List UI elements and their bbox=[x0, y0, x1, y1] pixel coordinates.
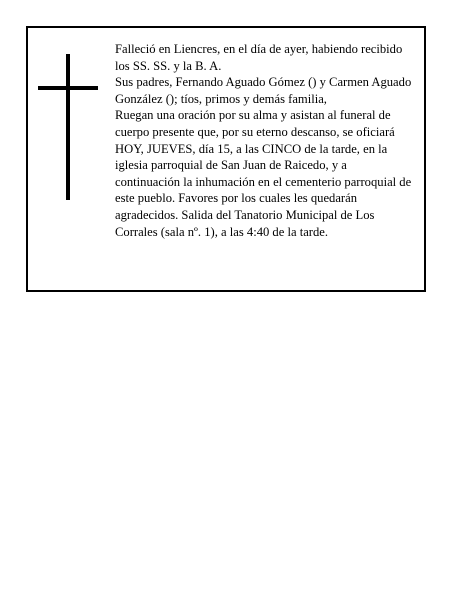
obituary-notice bbox=[26, 26, 426, 292]
cross-icon bbox=[38, 54, 98, 200]
notice-text bbox=[115, 41, 415, 240]
notice-paragraph-death: Falleció en Liencres, en el día de ayer, habiendo recibido los SS. SS. y la B. A. bbox=[115, 42, 403, 73]
notice-paragraph-family: Sus padres, Fernando Aguado Gómez () y Carmen Aguado González (); tíos, primos y demás familia, bbox=[115, 75, 412, 106]
cross-horizontal-bar bbox=[38, 86, 98, 90]
cross-vertical-bar bbox=[66, 54, 70, 200]
notice-paragraph-funeral: Ruegan una oración por su alma y asistan al funeral de cuerpo presente que, por su eterno descanso, se oficiará HOY, JUEVES, día 15, a las CINCO de la tarde, en la iglesia parroquial de San Juan de Raicedo, y a continuación la inhumación en el cementerio parroquial de este pueblo. Favores por los cuales les quedarán agradecidos. Salida del Tanatorio Municipal de Los Corrales (sala nº. 1), a las 4:40 de la tarde. bbox=[115, 108, 412, 239]
